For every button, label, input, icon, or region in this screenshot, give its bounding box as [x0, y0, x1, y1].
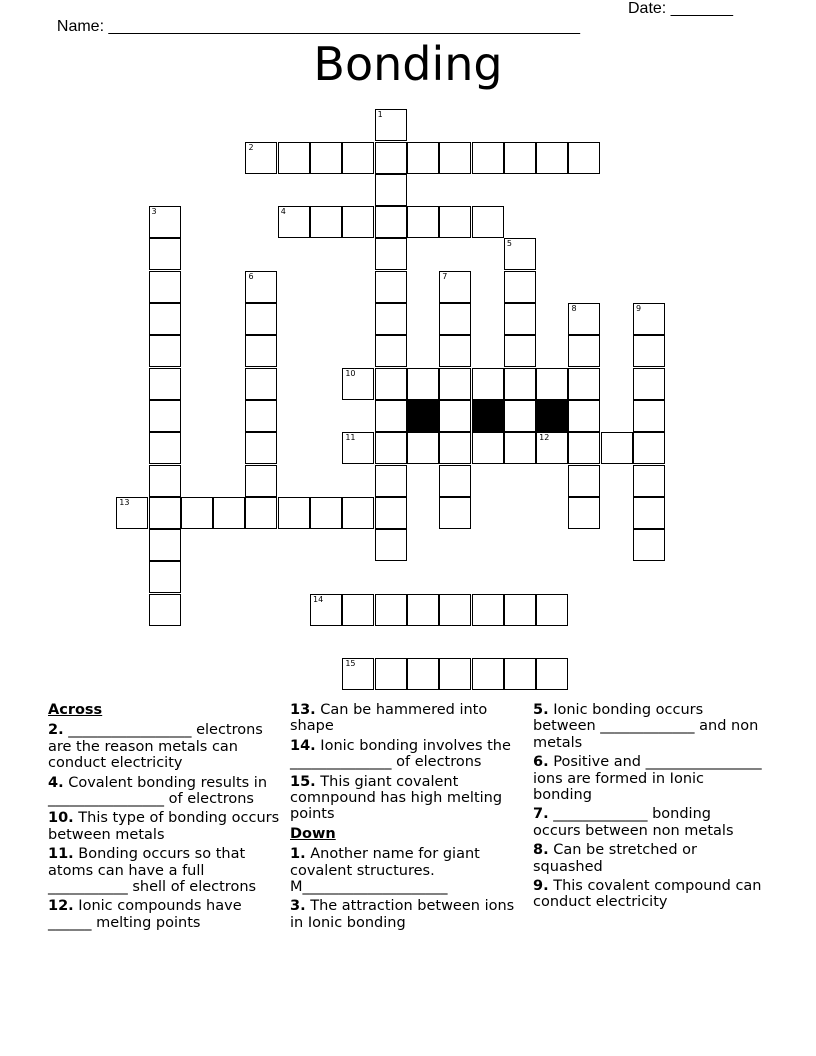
grid-cell[interactable]	[278, 497, 310, 529]
grid-cell[interactable]	[245, 400, 277, 432]
clue-text: Ionic bonding occurs between _____________ and non metals	[533, 702, 759, 751]
grid-cell[interactable]	[633, 368, 665, 400]
clue-item	[48, 775, 284, 808]
grid-cell[interactable]	[568, 142, 600, 174]
clue-number-label: 8.	[533, 842, 549, 859]
clue-number-label: 6.	[533, 754, 549, 771]
grid-cell[interactable]	[536, 594, 568, 626]
clue-text: Positive and ________________ ions are formed in Ionic bonding	[533, 754, 762, 804]
grid-cell[interactable]	[375, 497, 407, 529]
grid-cell[interactable]	[181, 497, 213, 529]
clue-text: Ionic bonding involves the ______________ of electrons	[290, 737, 511, 771]
grid-cell[interactable]	[504, 368, 536, 400]
grid-cell[interactable]	[375, 109, 407, 141]
grid-cell[interactable]	[375, 465, 407, 497]
grid-cell[interactable]	[504, 142, 536, 174]
clue-column-3	[533, 702, 763, 914]
grid-cell[interactable]	[472, 206, 504, 238]
grid-cell[interactable]	[149, 465, 181, 497]
grid-cell[interactable]	[375, 594, 407, 626]
down-heading: Down	[290, 825, 336, 842]
grid-cell[interactable]	[439, 271, 471, 303]
grid-cell[interactable]	[245, 303, 277, 335]
grid-cell[interactable]	[568, 432, 600, 464]
grid-cell[interactable]	[439, 303, 471, 335]
clue-item	[533, 702, 763, 751]
grid-cell[interactable]	[407, 658, 439, 690]
grid-cell[interactable]	[149, 206, 181, 238]
grid-cell[interactable]	[407, 368, 439, 400]
grid-cell[interactable]	[310, 206, 342, 238]
grid-cell[interactable]	[116, 497, 148, 529]
date-field[interactable]: Date: _______	[628, 0, 733, 17]
grid-cell[interactable]	[375, 238, 407, 270]
grid-cell[interactable]	[310, 594, 342, 626]
grid-cell[interactable]	[342, 497, 374, 529]
clue-item	[290, 702, 522, 735]
clue-number-label: 5.	[533, 702, 549, 718]
grid-cell[interactable]	[149, 335, 181, 367]
grid-cell[interactable]	[375, 303, 407, 335]
grid-cell[interactable]	[536, 368, 568, 400]
grid-cell[interactable]	[342, 206, 374, 238]
page-title: Bonding	[313, 37, 503, 91]
grid-cell[interactable]	[633, 465, 665, 497]
grid-cell[interactable]	[245, 497, 277, 529]
clue-column-2	[290, 702, 522, 934]
clue-item	[533, 754, 763, 803]
grid-cell[interactable]	[375, 400, 407, 432]
clue-number: 13	[119, 497, 130, 507]
grid-cell[interactable]	[245, 142, 277, 174]
clue-number: 11	[345, 433, 356, 443]
grid-cell[interactable]	[149, 594, 181, 626]
black-cell	[472, 400, 504, 432]
grid-cell[interactable]	[278, 206, 310, 238]
grid-cell[interactable]	[310, 142, 342, 174]
grid-cell[interactable]	[568, 400, 600, 432]
grid-cell[interactable]	[149, 368, 181, 400]
grid-cell[interactable]	[504, 303, 536, 335]
clue-item	[290, 774, 522, 823]
black-cell	[536, 400, 568, 432]
clue-number: 14	[313, 594, 324, 604]
clue-number: 4	[280, 207, 286, 217]
grid-cell[interactable]	[439, 658, 471, 690]
clue-number: 10	[345, 368, 356, 378]
clue-number: 5	[506, 239, 512, 249]
clue-number-label: 12.	[48, 898, 74, 915]
clue-text: Another name for giant covalent structures. M____________________	[290, 846, 480, 896]
clue-item	[533, 842, 763, 875]
grid-cell[interactable]	[375, 529, 407, 561]
clue-text: This type of bonding occurs between metals	[48, 810, 280, 843]
clue-item	[290, 898, 522, 931]
clue-number: 9	[636, 304, 642, 314]
grid-cell[interactable]	[245, 271, 277, 303]
clue-item	[48, 722, 284, 771]
clue-number: 8	[571, 304, 577, 314]
grid-cell[interactable]	[601, 432, 633, 464]
grid-cell[interactable]	[149, 561, 181, 593]
clue-number: 3	[151, 207, 157, 217]
grid-cell[interactable]	[149, 271, 181, 303]
grid-cell[interactable]	[504, 400, 536, 432]
grid-cell[interactable]	[149, 238, 181, 270]
clue-text: This covalent compound can conduct electricity	[533, 878, 762, 911]
clue-text: Can be hammered into shape	[290, 702, 488, 735]
grid-cell[interactable]	[504, 335, 536, 367]
grid-cell[interactable]	[407, 142, 439, 174]
grid-cell[interactable]	[278, 142, 310, 174]
clue-number: 1	[377, 110, 383, 120]
grid-cell[interactable]	[149, 303, 181, 335]
grid-cell[interactable]	[375, 658, 407, 690]
grid-cell[interactable]	[375, 432, 407, 464]
clue-text: Can be stretched or squashed	[533, 842, 697, 875]
grid-cell[interactable]	[245, 465, 277, 497]
grid-cell[interactable]	[245, 335, 277, 367]
clue-text: Ionic compounds have ______ melting points	[48, 898, 242, 931]
grid-cell[interactable]	[213, 497, 245, 529]
clue-text: The attraction between ions in Ionic bonding	[290, 898, 515, 931]
grid-cell[interactable]	[568, 303, 600, 335]
grid-cell[interactable]	[439, 206, 471, 238]
across-heading: Across	[48, 702, 103, 718]
clue-text: This giant covalent comnpound has high melting points	[290, 773, 503, 823]
grid-cell[interactable]	[439, 497, 471, 529]
clue-number-label: 15.	[290, 773, 316, 790]
grid-cell[interactable]	[439, 335, 471, 367]
clue-number-label: 4.	[48, 774, 64, 791]
clue-number-label: 13.	[290, 702, 316, 718]
grid-cell[interactable]	[310, 497, 342, 529]
grid-cell[interactable]	[568, 368, 600, 400]
grid-cell[interactable]	[633, 303, 665, 335]
grid-cell[interactable]	[633, 529, 665, 561]
grid-cell[interactable]	[375, 142, 407, 174]
grid-cell[interactable]	[342, 142, 374, 174]
grid-cell[interactable]	[504, 594, 536, 626]
grid-cell[interactable]	[375, 206, 407, 238]
grid-cell[interactable]	[633, 400, 665, 432]
grid-cell[interactable]	[439, 432, 471, 464]
clue-text: _________________ electrons are the reason metals can conduct electricity	[48, 722, 263, 772]
clue-number-label: 3.	[290, 898, 306, 915]
grid-cell[interactable]	[472, 658, 504, 690]
clue-number-label: 11.	[48, 846, 74, 863]
clue-number-label: 1.	[290, 846, 306, 863]
clue-item	[48, 846, 284, 895]
grid-cell[interactable]	[439, 142, 471, 174]
grid-cell[interactable]	[536, 658, 568, 690]
grid-cell[interactable]	[504, 271, 536, 303]
clue-item	[290, 846, 522, 895]
grid-cell[interactable]	[245, 432, 277, 464]
grid-cell[interactable]	[504, 432, 536, 464]
grid-cell[interactable]	[407, 594, 439, 626]
clue-number-label: 10.	[48, 810, 74, 827]
clue-column-1	[48, 702, 284, 934]
grid-cell[interactable]	[568, 335, 600, 367]
clue-text: Bonding occurs so that atoms can have a full ___________ shell of electrons	[48, 846, 257, 896]
grid-cell[interactable]	[375, 174, 407, 206]
clue-number-label: 9.	[533, 878, 549, 895]
clue-item	[533, 878, 763, 911]
grid-cell[interactable]	[375, 271, 407, 303]
grid-cell[interactable]	[375, 335, 407, 367]
grid-cell[interactable]	[536, 142, 568, 174]
grid-cell[interactable]	[536, 432, 568, 464]
grid-cell[interactable]	[342, 432, 374, 464]
clue-text: Covalent bonding results in ________________ of electrons	[48, 774, 268, 808]
grid-cell[interactable]	[472, 432, 504, 464]
clue-item	[48, 810, 284, 843]
clue-number-label: 14.	[290, 737, 316, 754]
grid-cell[interactable]	[149, 400, 181, 432]
grid-cell[interactable]	[504, 658, 536, 690]
grid-cell[interactable]	[439, 594, 471, 626]
grid-cell[interactable]	[245, 368, 277, 400]
name-field[interactable]: Name: _____________________________________________________	[56, 18, 581, 35]
clue-number: 15	[345, 659, 356, 669]
grid-cell[interactable]	[439, 400, 471, 432]
grid-cell[interactable]	[149, 432, 181, 464]
grid-cell[interactable]	[568, 497, 600, 529]
clue-number-label: 7.	[533, 806, 549, 823]
grid-cell[interactable]	[472, 594, 504, 626]
grid-cell[interactable]	[568, 465, 600, 497]
grid-cell[interactable]	[504, 238, 536, 270]
clue-number: 7	[442, 271, 448, 281]
grid-cell[interactable]	[342, 368, 374, 400]
grid-cell[interactable]	[633, 432, 665, 464]
clue-number: 6	[248, 271, 254, 281]
grid-cell[interactable]	[472, 142, 504, 174]
grid-cell[interactable]	[149, 529, 181, 561]
grid-cell[interactable]	[439, 368, 471, 400]
grid-cell[interactable]	[633, 497, 665, 529]
clue-number: 12	[539, 433, 550, 443]
grid-cell[interactable]	[633, 335, 665, 367]
black-cell	[407, 400, 439, 432]
grid-cell[interactable]	[407, 432, 439, 464]
grid-cell[interactable]	[342, 594, 374, 626]
grid-cell[interactable]	[407, 206, 439, 238]
grid-cell[interactable]	[375, 368, 407, 400]
clue-number: 2	[248, 142, 254, 152]
grid-cell[interactable]	[472, 368, 504, 400]
clue-item	[48, 898, 284, 931]
clue-item	[533, 806, 763, 839]
grid-cell[interactable]	[149, 497, 181, 529]
clue-item	[290, 738, 522, 771]
clue-number-label: 2.	[48, 722, 64, 739]
grid-cell[interactable]	[342, 658, 374, 690]
clue-text: _____________ bonding occurs between non metals	[533, 806, 734, 839]
grid-cell[interactable]	[439, 465, 471, 497]
